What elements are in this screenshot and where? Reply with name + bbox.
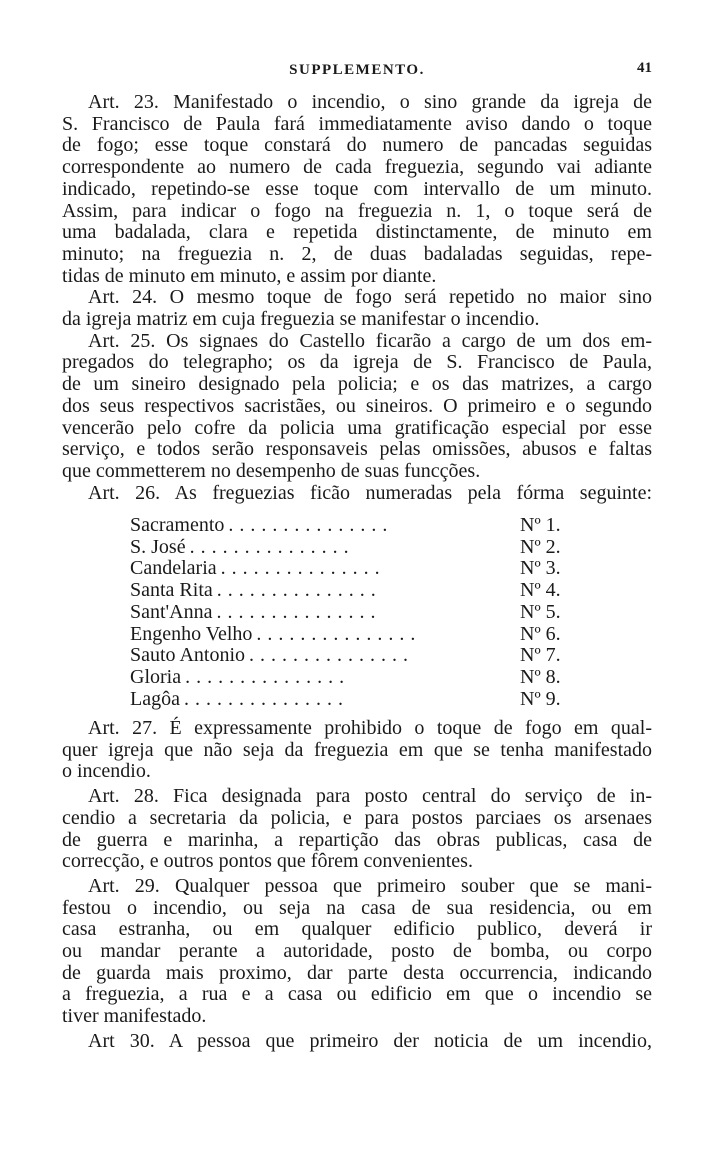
- text-line: uma badalada, clara e repetida distinctamente, de minuto em: [62, 221, 652, 244]
- text-line: Art. 29. Qualquer pessoa que primeiro souber que se mani-: [88, 874, 652, 897]
- parish-number: Nº 8.: [520, 665, 561, 688]
- dot-leader: ...............: [256, 622, 422, 645]
- parish-list-item: [130, 644, 570, 666]
- page-header: [62, 58, 652, 82]
- text-line: correspondente ao numero de cada freguezia, segundo vai adiante: [62, 156, 652, 179]
- parish-number: Nº 7.: [520, 644, 561, 667]
- parish-name: S. José: [130, 535, 186, 558]
- text-line: tiver manifestado.: [62, 1005, 207, 1028]
- text-line: Art. 24. O mesmo toque de fogo será repetido no maior sino: [88, 286, 652, 309]
- text-line: de fogo; esse toque constará do numero de pancadas seguidas: [62, 134, 652, 157]
- parish-number: Nº 6.: [520, 622, 561, 645]
- text-line: minuto; na freguezia n. 2, de duas badaladas seguidas, repe-: [62, 242, 652, 265]
- text-line: festou o incendio, ou seja na casa de sua residencia, ou em: [62, 896, 652, 919]
- text-line: pregados do telegrapho; os da igreja de S. Francisco de Paula,: [62, 351, 652, 374]
- text-line: Assim, para indicar o fogo na freguezia n. 1, o toque será de: [62, 199, 652, 222]
- parish-name: Engenho Velho: [130, 622, 253, 645]
- parish-list-item: [130, 601, 570, 623]
- text-line: serviço, e todos serão responsaveis pelas omissões, abusos e faltas: [62, 438, 652, 461]
- text-line: correcção, e outros pontos que fôrem convenientes.: [62, 850, 473, 873]
- text-line: vencerão pelo cofre da policia uma gratificação especial por esse: [62, 416, 652, 439]
- text-line: Art. 26. As freguezias ficão numeradas pela fórma seguinte:: [88, 481, 652, 504]
- text-line: tidas de minuto em minuto, e assim por diante.: [62, 264, 437, 287]
- parish-name: Sacramento: [130, 514, 225, 536]
- dot-leader: ...............: [228, 514, 394, 536]
- text-line: Art. 25. Os signaes do Castello ficarão a cargo de um dos em-: [88, 329, 652, 352]
- text-line: dos seus respectivos sacristães, ou sineiros. O primeiro e o segundo: [62, 394, 652, 417]
- parish-list-item: [130, 623, 570, 645]
- parish-number: Nº 1.: [520, 514, 561, 536]
- dot-leader: ...............: [185, 665, 351, 688]
- text-line: indicado, repetindo-se esse toque com intervallo de um minuto.: [62, 177, 652, 200]
- text-line: ou mandar perante a autoridade, posto de bomba, ou corpo: [62, 940, 652, 962]
- parish-number: Nº 9.: [520, 687, 561, 710]
- dot-leader: ...............: [249, 644, 415, 667]
- page-number: 41: [637, 60, 652, 76]
- text-line: o incendio.: [62, 760, 151, 783]
- dot-leader: ...............: [220, 557, 386, 580]
- parish-name: Santa Rita: [130, 579, 213, 602]
- parish-name: Candelaria: [130, 557, 217, 580]
- text-line: Art. 27. É expressamente prohibido o toque de fogo em qual-: [88, 717, 652, 739]
- text-line: cendio a secretaria da policia, e para postos parciaes os arsenaes: [62, 806, 652, 829]
- text-line: S. Francisco de Paula fará immediatamente aviso dando o toque: [62, 112, 652, 135]
- parish-number: Nº 2.: [520, 535, 561, 558]
- parish-list-item: [130, 514, 570, 536]
- parish-name: Sauto Antonio: [130, 644, 246, 667]
- parish-list-item: [130, 666, 570, 688]
- dot-leader: ...............: [183, 687, 349, 710]
- parish-number: Nº 4.: [520, 579, 561, 602]
- parish-name: Gloria: [130, 665, 182, 688]
- text-line: de guarda mais proximo, dar parte desta occurrencia, indicando: [62, 961, 652, 984]
- text-line: que commetterem no desempenho de suas funcções.: [62, 459, 481, 482]
- text-line: de guerra e marinha, a repartição das obras publicas, casa de: [62, 828, 652, 851]
- parish-number: Nº 3.: [520, 557, 561, 580]
- text-line: a freguezia, a rua e a casa ou edificio em que o incendio se: [62, 983, 652, 1006]
- parish-list-item: [130, 557, 570, 579]
- text-line: Art. 23. Manifestado o incendio, o sino grande da igreja de: [88, 91, 652, 113]
- parish-name: Lagôa: [130, 687, 180, 710]
- parish-list-item: [130, 579, 570, 601]
- running-title: SUPPLEMENTO.: [289, 62, 425, 78]
- parish-name: Sant'Anna: [130, 600, 213, 623]
- text-line: de um sineiro designado pela policia; e os das matrizes, a cargo: [62, 373, 652, 396]
- parish-number: Nº 5.: [520, 600, 561, 623]
- text-line: Art 30. A pessoa que primeiro der noticia de um incendio,: [88, 1029, 652, 1052]
- dot-leader: ...............: [189, 535, 355, 558]
- parish-list-item: [130, 536, 570, 558]
- dot-leader: ...............: [216, 600, 382, 623]
- text-line: quer igreja que não seja da freguezia em que se tenha manifestado: [62, 738, 652, 761]
- parish-list-item: [130, 688, 570, 710]
- text-line: da igreja matriz em cuja freguezia se manifestar o incendio.: [62, 308, 540, 330]
- text-line: casa estranha, ou em qualquer edificio publico, deverá ir: [62, 918, 652, 941]
- dot-leader: ...............: [216, 579, 382, 602]
- text-line: Art. 28. Fica designada para posto central do serviço de in-: [88, 785, 652, 808]
